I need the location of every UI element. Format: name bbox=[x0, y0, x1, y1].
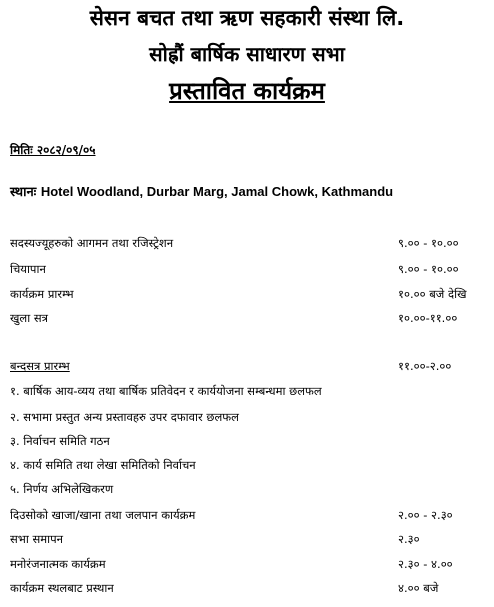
agenda-text: १. बार्षिक आय-व्यय तथा बार्षिक प्रतिवेदन र कार्ययोजना सम्बन्धमा छलफल bbox=[10, 384, 322, 398]
program-title: प्रस्तावित कार्यक्रम bbox=[169, 77, 325, 105]
schedule-row bbox=[10, 236, 484, 254]
schedule-time: २.३० bbox=[398, 532, 420, 546]
venue-value: Hotel Woodland, Durbar Marg, Jamal Chowk, Kathmandu bbox=[40, 184, 394, 199]
agenda-item bbox=[10, 384, 484, 402]
schedule-label: खुला सत्र bbox=[10, 311, 48, 325]
closed-session-time: ११.००-२.०० bbox=[398, 359, 452, 373]
schedule-time: २.०० - २.३० bbox=[398, 508, 453, 522]
schedule-row bbox=[10, 557, 484, 575]
schedule-label: सभा समापन bbox=[10, 532, 64, 546]
venue-line bbox=[10, 182, 393, 200]
venue-label: स्थानः bbox=[10, 185, 37, 200]
schedule-label: कार्यक्रम स्थलबाट प्रस्थान bbox=[10, 581, 114, 595]
closed-session-label: बन्दसत्र प्रारम्भ bbox=[10, 359, 70, 373]
schedule-time: ९.०० - १०.०० bbox=[398, 262, 459, 276]
meeting-date: मितिः २०८२/०९/०५ bbox=[10, 143, 96, 157]
schedule-time: १०.००-११.०० bbox=[398, 311, 458, 325]
agenda-text: २. सभामा प्रस्तुत अन्य प्रस्तावहरु उपर दफावार छलफल bbox=[10, 410, 239, 424]
schedule-label: मनोरंजनात्मक कार्यक्रम bbox=[10, 557, 106, 571]
schedule-label: सदस्यज्यूहरुको आगमन तथा रजिस्ट्रेशन bbox=[10, 236, 174, 250]
schedule-row bbox=[10, 581, 484, 599]
schedule-row bbox=[10, 262, 484, 280]
schedule-time: ४.०० बजे bbox=[398, 581, 439, 595]
schedule-row bbox=[10, 532, 484, 550]
agenda-text: ३. निर्वाचन समिति गठन bbox=[10, 434, 110, 448]
schedule-label: कार्यक्रम प्रारम्भ bbox=[10, 287, 74, 301]
meeting-title: सोह्रौं बार्षिक साधारण सभा bbox=[149, 42, 345, 66]
schedule-label: चियापान bbox=[10, 262, 46, 276]
schedule-time: ९.०० - १०.०० bbox=[398, 236, 459, 250]
schedule-row bbox=[10, 508, 484, 526]
organization-name: सेसन बचत तथा ऋण सहकारी संस्था लि. bbox=[89, 6, 405, 30]
agenda-item bbox=[10, 434, 484, 452]
agenda-item bbox=[10, 410, 484, 428]
schedule-row bbox=[10, 287, 484, 305]
schedule-time: १०.०० बजे देखि bbox=[398, 287, 467, 301]
agenda-item bbox=[10, 458, 484, 476]
schedule-label: दिउसोको खाजा/खाना तथा जलपान कार्यक्रम bbox=[10, 508, 196, 522]
schedule-row bbox=[10, 311, 484, 329]
schedule-time: २.३० - ४.०० bbox=[398, 557, 453, 571]
agenda-text: ५. निर्णय अभिलेखिकरण bbox=[10, 482, 114, 496]
agenda-text: ४. कार्य समिति तथा लेखा समितिको निर्वाचन bbox=[10, 458, 196, 472]
agenda-item bbox=[10, 482, 484, 500]
closed-session-row bbox=[10, 359, 484, 377]
